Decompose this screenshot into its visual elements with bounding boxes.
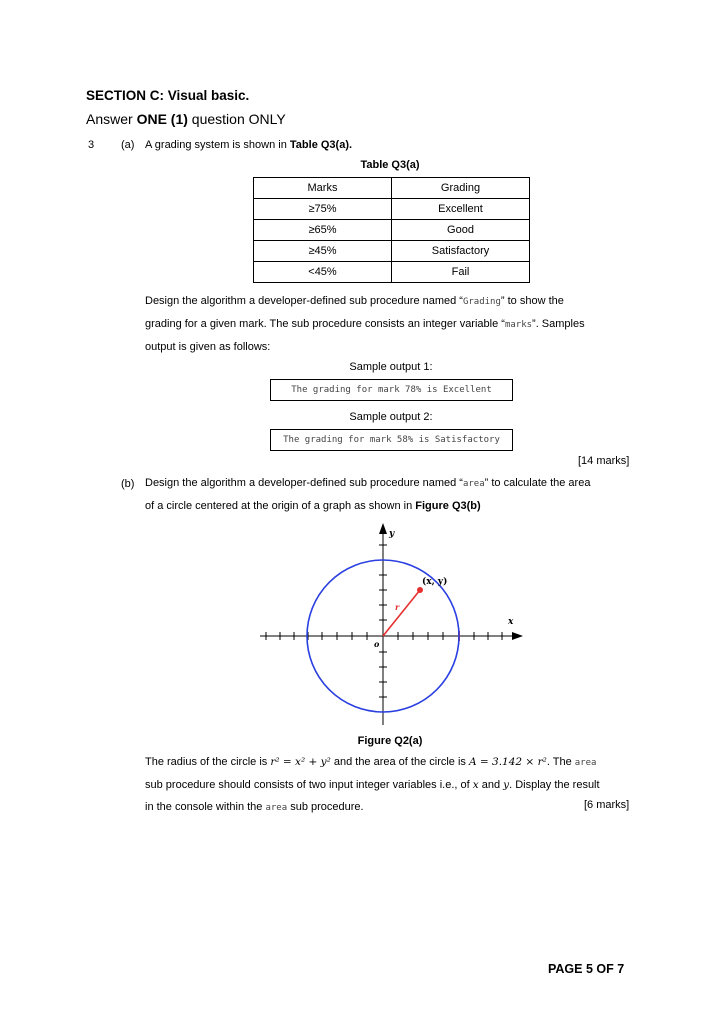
part-b-details (145, 751, 638, 819)
part-a-label: (a) (121, 139, 135, 151)
sample1-output: The grading for mark 78% is Excellent (270, 379, 513, 401)
part-a-intro: A grading system is shown in Table Q3(a). (145, 139, 353, 151)
radius-label: r (395, 602, 400, 612)
section-title: SECTION C: Visual basic. (86, 88, 250, 103)
x-axis-arrow (512, 632, 523, 640)
y-axis-label: y (389, 529, 395, 539)
page-number: PAGE 5 OF 7 (548, 962, 625, 976)
circle-graph (250, 520, 540, 735)
cell-marks: ≥45% (254, 241, 392, 262)
table-title: Table Q3(a) (360, 159, 420, 171)
header-grading: Grading (392, 178, 530, 199)
grading-table (253, 177, 530, 283)
radius-line (383, 590, 420, 636)
cell-marks: ≥75% (254, 199, 392, 220)
point-label: (x, y) (422, 577, 448, 587)
desc-line: of a circle centered at the origin of a graph as shown in Figure Q3(b) (145, 500, 481, 512)
header-marks: Marks (254, 178, 392, 199)
cell-grading: Satisfactory (392, 241, 530, 262)
part-b-description (145, 472, 638, 517)
point-marker (417, 587, 423, 593)
cell-grading: Fail (392, 262, 530, 283)
table-row (254, 241, 530, 262)
sample1-label: Sample output 1: (349, 361, 433, 373)
part-a-marks: [14 marks] (578, 455, 630, 467)
x-axis-label: x (508, 617, 514, 627)
y-axis-arrow (379, 523, 387, 534)
sample2-label: Sample output 2: (349, 411, 433, 423)
cell-grading: Excellent (392, 199, 530, 220)
cell-marks: ≥65% (254, 220, 392, 241)
table-row (254, 199, 530, 220)
table-header-row (254, 178, 530, 199)
part-b-label: (b) (121, 478, 135, 490)
question-number: 3 (88, 139, 95, 151)
desc-line: output is given as follows: (145, 341, 271, 353)
sample2-output: The grading for mark 58% is Satisfactory (270, 429, 513, 451)
desc-line: sub procedure should consists of two input integer variables i.e., of x and y. Display the result (145, 779, 600, 791)
desc-line: Design the algorithm a developer-defined sub procedure named “Grading” to show the (145, 295, 564, 307)
part-a-description (145, 290, 638, 358)
origin-label: o (374, 639, 380, 649)
table-row (254, 262, 530, 283)
desc-line: Design the algorithm a developer-defined sub procedure named “area” to calculate the area (145, 477, 591, 489)
desc-line: in the console within the area sub procedure. (145, 801, 364, 813)
figure-caption: Figure Q2(a) (357, 735, 423, 747)
table-row (254, 220, 530, 241)
answer-instruction: Answer ONE (1) question ONLY (86, 111, 286, 127)
desc-line: The radius of the circle is r² = x² + y² and the area of the circle is A = 3.142 × r². The area (145, 756, 597, 768)
part-b-marks: [6 marks] (584, 799, 630, 811)
cell-grading: Good (392, 220, 530, 241)
cell-marks: <45% (254, 262, 392, 283)
desc-line: grading for a given mark. The sub procedure consists an integer variable “marks”. Samples (145, 318, 585, 330)
